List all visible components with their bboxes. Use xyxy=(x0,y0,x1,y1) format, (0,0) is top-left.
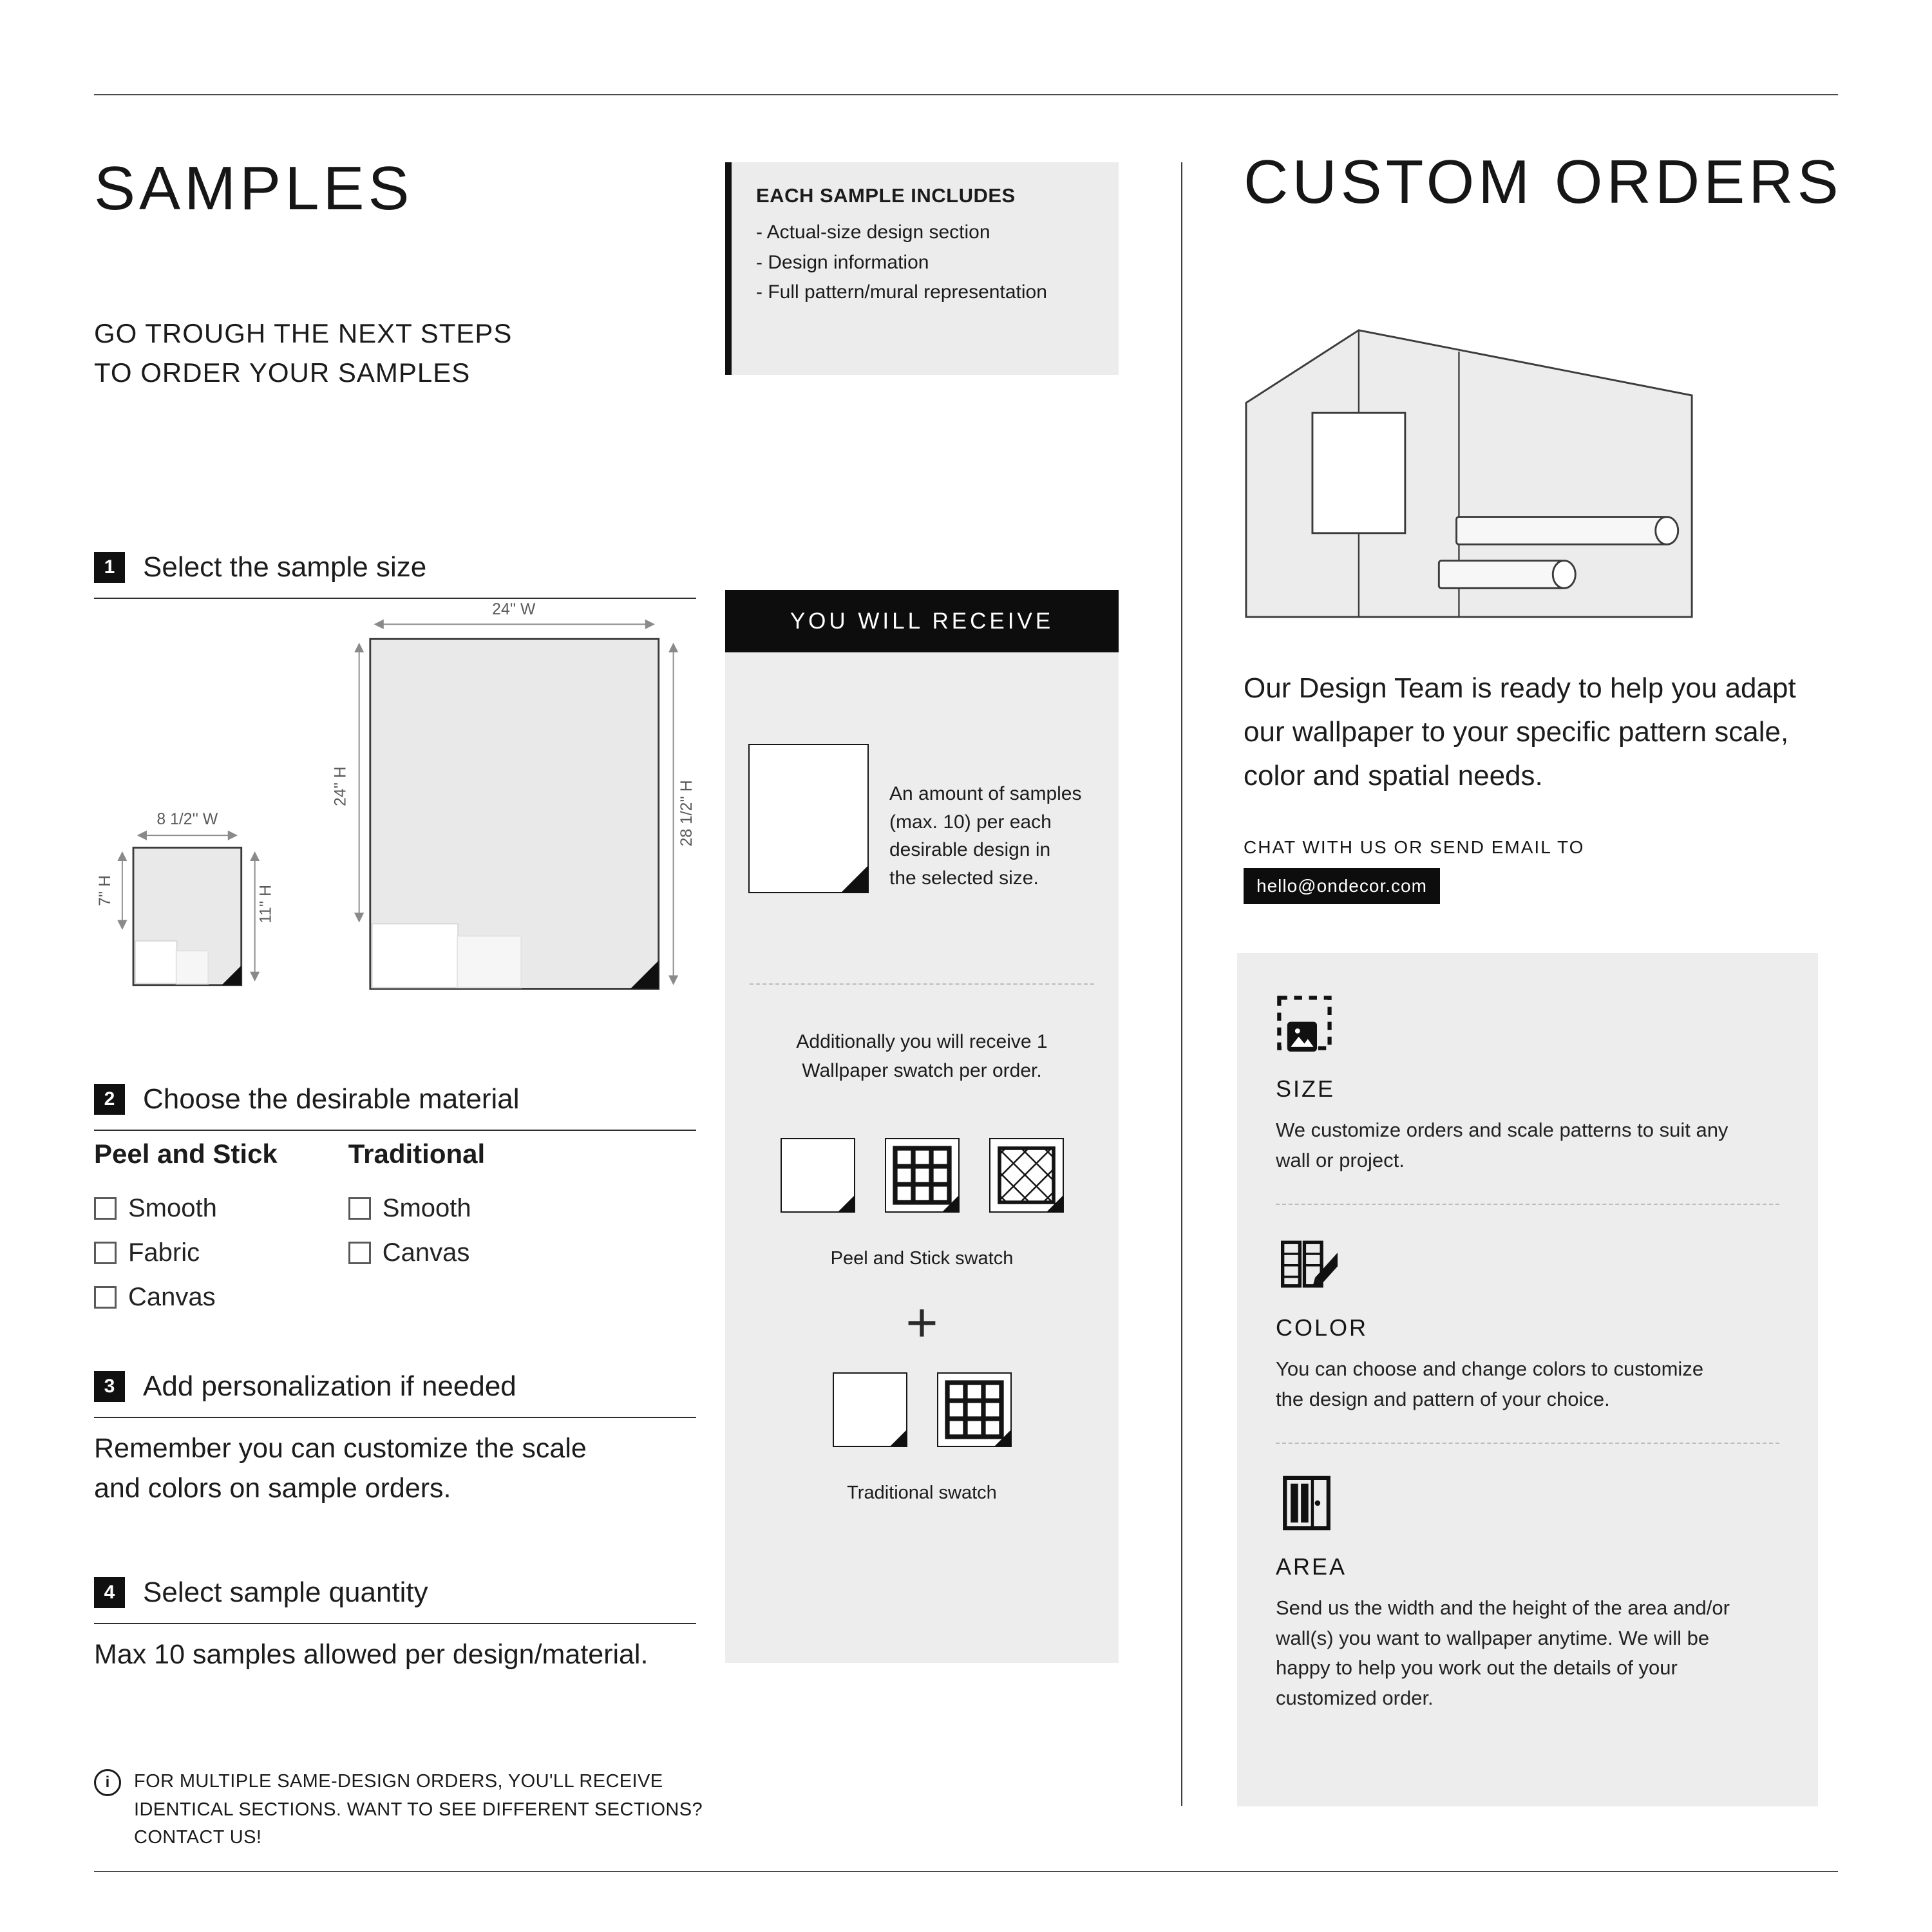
step-4-number: 4 xyxy=(94,1577,125,1608)
size-selection-icon xyxy=(1276,994,1779,1056)
traditional-swatch-label: Traditional swatch xyxy=(847,1482,997,1504)
step-4-body: Max 10 samples allowed per design/material. xyxy=(94,1639,649,1670)
custom-features-panel xyxy=(1237,953,1818,1806)
step-2-number: 2 xyxy=(94,1084,125,1115)
material-option-label: Fabric xyxy=(128,1238,200,1267)
dashed-divider xyxy=(1276,1443,1779,1444)
note-text: FOR MULTIPLE SAME-DESIGN ORDERS, YOU'LL RECEIVE IDENTICAL SECTIONS. WANT TO SEE DIFFERENT SECTIONS? CONTACT US! xyxy=(134,1771,703,1848)
top-rule xyxy=(94,94,1838,95)
feature-color-text: You can choose and change colors to customize the design and pattern of your choice. xyxy=(1276,1358,1704,1410)
checkbox[interactable] xyxy=(348,1197,371,1220)
step-3-label: Add personalization if needed xyxy=(143,1370,516,1402)
area-wall-panels-icon xyxy=(1276,1472,1779,1534)
samples-intro-line1: GO TROUGH THE NEXT STEPS xyxy=(94,318,513,348)
checkbox[interactable] xyxy=(94,1197,117,1220)
grid-swatch-icon xyxy=(885,1138,960,1213)
includes-item: - Design information xyxy=(756,251,929,273)
feature-size xyxy=(1276,994,1779,1175)
email-badge[interactable]: hello@ondecor.com xyxy=(1244,868,1440,904)
peel-swatch-label: Peel and Stick swatch xyxy=(830,1248,1014,1269)
step-4-label: Select sample quantity xyxy=(143,1577,428,1608)
dashed-divider xyxy=(1276,1204,1779,1205)
small-sample-design-section xyxy=(135,941,177,983)
plain-swatch-icon xyxy=(781,1138,855,1213)
traditional-title: Traditional xyxy=(348,1139,486,1169)
samples-amount-text: An amount of samples (max. 10) per each desirable design in the selected size. xyxy=(889,783,1082,889)
small-right-height-label: 11'' H xyxy=(257,884,275,923)
window-shape xyxy=(1312,413,1405,533)
dashed-divider xyxy=(750,983,1094,985)
wallpaper-roll-end xyxy=(1553,561,1575,589)
you-will-receive-panel xyxy=(725,590,1119,1663)
you-will-receive-header: YOU WILL RECEIVE xyxy=(725,590,1119,652)
wallpaper-roll-end xyxy=(1656,517,1678,545)
material-option-canvas[interactable] xyxy=(94,1283,278,1312)
samples-amount-row xyxy=(725,744,1119,893)
material-option-label: Canvas xyxy=(128,1283,216,1311)
step-3-header xyxy=(94,1370,696,1418)
material-option-label: Canvas xyxy=(382,1238,470,1267)
small-left-height-label: 7'' H xyxy=(96,875,114,906)
folded-corner-icon xyxy=(838,1195,855,1212)
sample-size-diagram xyxy=(94,602,720,995)
feature-color-label: COLOR xyxy=(1276,1314,1368,1341)
feature-area xyxy=(1276,1472,1779,1713)
plain-swatch-icon xyxy=(833,1372,907,1447)
includes-item: - Full pattern/mural representation xyxy=(756,281,1047,303)
samples-intro xyxy=(94,314,512,393)
feature-area-label: AREA xyxy=(1276,1553,1347,1580)
custom-orders-title: CUSTOM ORDERS xyxy=(1244,147,1842,216)
wall-wallpaper-illustration xyxy=(1244,325,1694,620)
samples-title: SAMPLES xyxy=(94,154,413,223)
material-option-fabric[interactable] xyxy=(94,1238,278,1267)
large-width-label: 24'' W xyxy=(492,602,536,619)
step-1-label: Select the sample size xyxy=(143,551,427,583)
folded-corner-icon xyxy=(890,1430,907,1446)
materials-block xyxy=(94,1139,485,1320)
folded-corner-icon xyxy=(841,866,868,893)
large-sample-design-section xyxy=(372,923,458,987)
small-sample-design-section-2 xyxy=(176,951,209,983)
info-icon: i xyxy=(94,1769,121,1796)
multiple-orders-note xyxy=(94,1768,751,1852)
material-option-canvas-traditional[interactable] xyxy=(348,1238,485,1267)
traditional-column xyxy=(348,1139,485,1320)
material-option-label: Smooth xyxy=(382,1194,471,1222)
grid-swatch-icon xyxy=(937,1372,1012,1447)
crosshatch-swatch-icon xyxy=(989,1138,1064,1213)
chat-with-us-label: CHAT WITH US OR SEND EMAIL TO xyxy=(1244,837,1585,857)
step-3-number: 3 xyxy=(94,1371,125,1402)
peel-and-stick-column xyxy=(94,1139,278,1320)
checkbox[interactable] xyxy=(348,1242,371,1264)
checkbox[interactable] xyxy=(94,1242,117,1264)
step-3-body: Remember you can customize the scale and colors on sample orders. xyxy=(94,1433,587,1504)
folded-corner-icon xyxy=(994,1430,1011,1446)
small-width-label: 8 1/2'' W xyxy=(156,811,218,829)
includes-item: - Actual-size design section xyxy=(756,222,990,243)
traditional-swatch-row xyxy=(725,1372,1119,1447)
samples-intro-line2: TO ORDER YOUR SAMPLES xyxy=(94,357,471,388)
custom-orders-body: Our Design Team is ready to help you adapt our wallpaper to your specific pattern scale, color and spatial needs. xyxy=(1244,672,1796,792)
column-divider xyxy=(1181,162,1182,1806)
color-swatchbook-icon xyxy=(1276,1233,1779,1295)
plus-sign: + xyxy=(905,1292,938,1354)
checkbox[interactable] xyxy=(94,1286,117,1309)
step-2-header xyxy=(94,1083,696,1131)
material-option-smooth-traditional[interactable] xyxy=(348,1194,485,1223)
wallpaper-roll-short xyxy=(1439,561,1564,589)
additional-swatch-text: Additionally you will receive 1 Wallpaper swatch per order. xyxy=(796,1031,1048,1081)
feature-color xyxy=(1276,1233,1779,1414)
sample-sheet-icon xyxy=(748,744,869,893)
large-left-height-label: 24'' H xyxy=(332,766,350,806)
peel-swatch-row xyxy=(725,1138,1119,1213)
peel-and-stick-title: Peel and Stick xyxy=(94,1139,278,1169)
folded-corner-icon xyxy=(1046,1195,1063,1212)
step-2-label: Choose the desirable material xyxy=(143,1083,520,1115)
step-4-header xyxy=(94,1577,696,1624)
large-right-height-label: 28 1/2'' H xyxy=(678,780,696,847)
feature-area-text: Send us the width and the height of the area and/or wall(s) you want to wallpaper anytime. We will be happy to help you work out the details of your customized order. xyxy=(1276,1596,1730,1709)
includes-box-title: EACH SAMPLE INCLUDES xyxy=(756,184,1016,207)
material-option-label: Smooth xyxy=(128,1194,217,1222)
step-1-header xyxy=(94,551,696,599)
each-sample-includes-box xyxy=(725,162,1119,375)
large-sample-design-section-2 xyxy=(457,936,521,987)
bottom-rule xyxy=(94,1871,1838,1872)
step-1-number: 1 xyxy=(94,552,125,583)
material-option-smooth[interactable] xyxy=(94,1194,278,1223)
folded-corner-icon xyxy=(942,1195,959,1212)
feature-size-label: SIZE xyxy=(1276,1075,1336,1102)
feature-size-text: We customize orders and scale patterns to suit any wall or project. xyxy=(1276,1119,1728,1171)
wallpaper-roll-long xyxy=(1457,517,1667,545)
